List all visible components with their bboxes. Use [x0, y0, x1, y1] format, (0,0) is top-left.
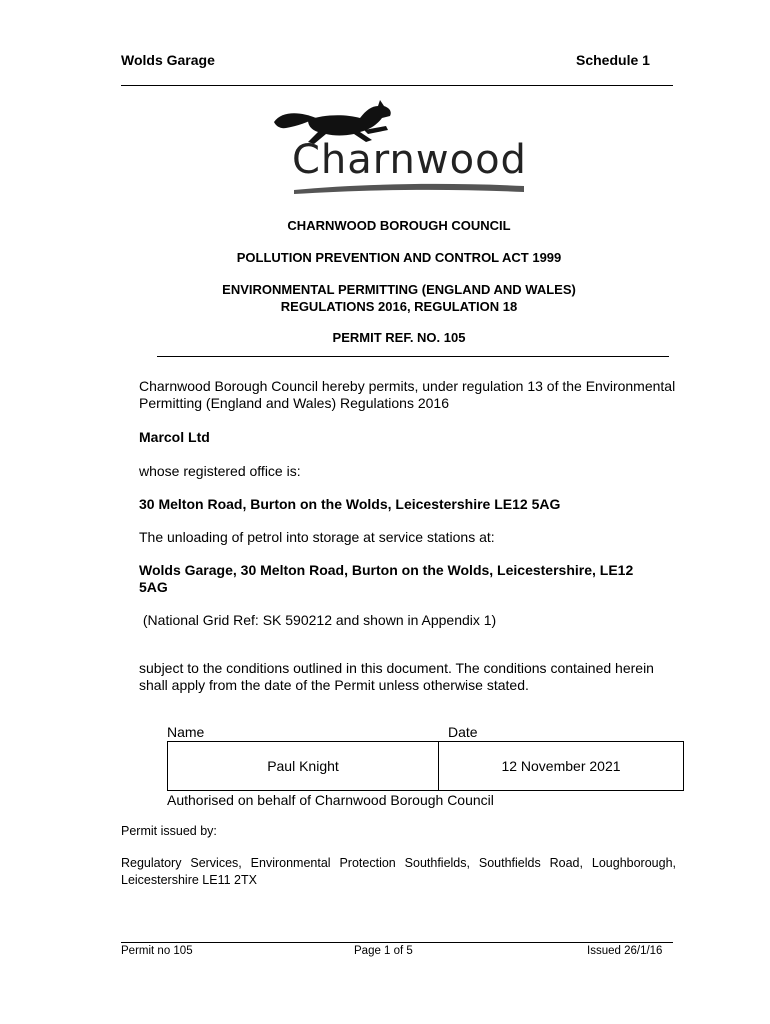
- signature-table: [167, 741, 684, 791]
- footer-right: Issued 26/1/16: [587, 945, 663, 957]
- title-divider: [157, 356, 669, 357]
- site-address: Wolds Garage, 30 Melton Road, Burton on the Wolds, Leicestershire, LE12 5AG: [139, 562, 634, 595]
- footer-left: Permit no 105: [121, 945, 193, 957]
- office-label: whose registered office is:: [139, 463, 301, 479]
- date-label: Date: [448, 724, 478, 740]
- act-heading: POLLUTION PREVENTION AND CONTROL ACT 1999: [236, 250, 562, 265]
- permit-ref-heading: PERMIT REF. NO. 105: [332, 330, 466, 345]
- regulations-heading-line1: ENVIRONMENTAL PERMITTING (ENGLAND AND WALES): [222, 282, 576, 297]
- office-address: 30 Melton Road, Burton on the Wolds, Leicestershire LE12 5AG: [139, 496, 561, 512]
- signature-caption: Authorised on behalf of Charnwood Borough Council: [167, 792, 494, 808]
- header-left: Wolds Garage: [121, 52, 215, 68]
- signature-date: 12 November 2021: [501, 758, 621, 774]
- conditions-paragraph: subject to the conditions outlined in this document. The conditions contained herein shall apply from the date of the Permit unless otherwise stated.: [139, 660, 654, 693]
- header-divider: [121, 85, 673, 86]
- logo-wordmark: Charnwood: [292, 137, 527, 183]
- issuer-address: Regulatory Services, Environmental Protection Southfields, Southfields Road, Loughborough, Leicestershire LE11 2TX: [121, 856, 676, 887]
- regulations-heading-line2: REGULATIONS 2016, REGULATION 18: [280, 299, 518, 314]
- issuer-label: Permit issued by:: [121, 824, 217, 838]
- intro-paragraph: Charnwood Borough Council hereby permits, under regulation 13 of the Environmental Permitting (England and Wales) Regulations 2016: [139, 378, 676, 411]
- footer-divider: [121, 942, 673, 943]
- council-heading: CHARNWOOD BOROUGH COUNCIL: [287, 218, 511, 233]
- activity-description: The unloading of petrol into storage at service stations at:: [139, 529, 495, 545]
- footer-page-number: Page 1 of 5: [354, 945, 413, 957]
- signatory-name: Paul Knight: [267, 758, 339, 774]
- header-right: Schedule 1: [576, 52, 650, 68]
- grid-reference: (National Grid Ref: SK 590212 and shown in Appendix 1): [139, 612, 497, 628]
- operator-name: Marcol Ltd: [139, 429, 210, 445]
- name-label: Name: [167, 724, 205, 740]
